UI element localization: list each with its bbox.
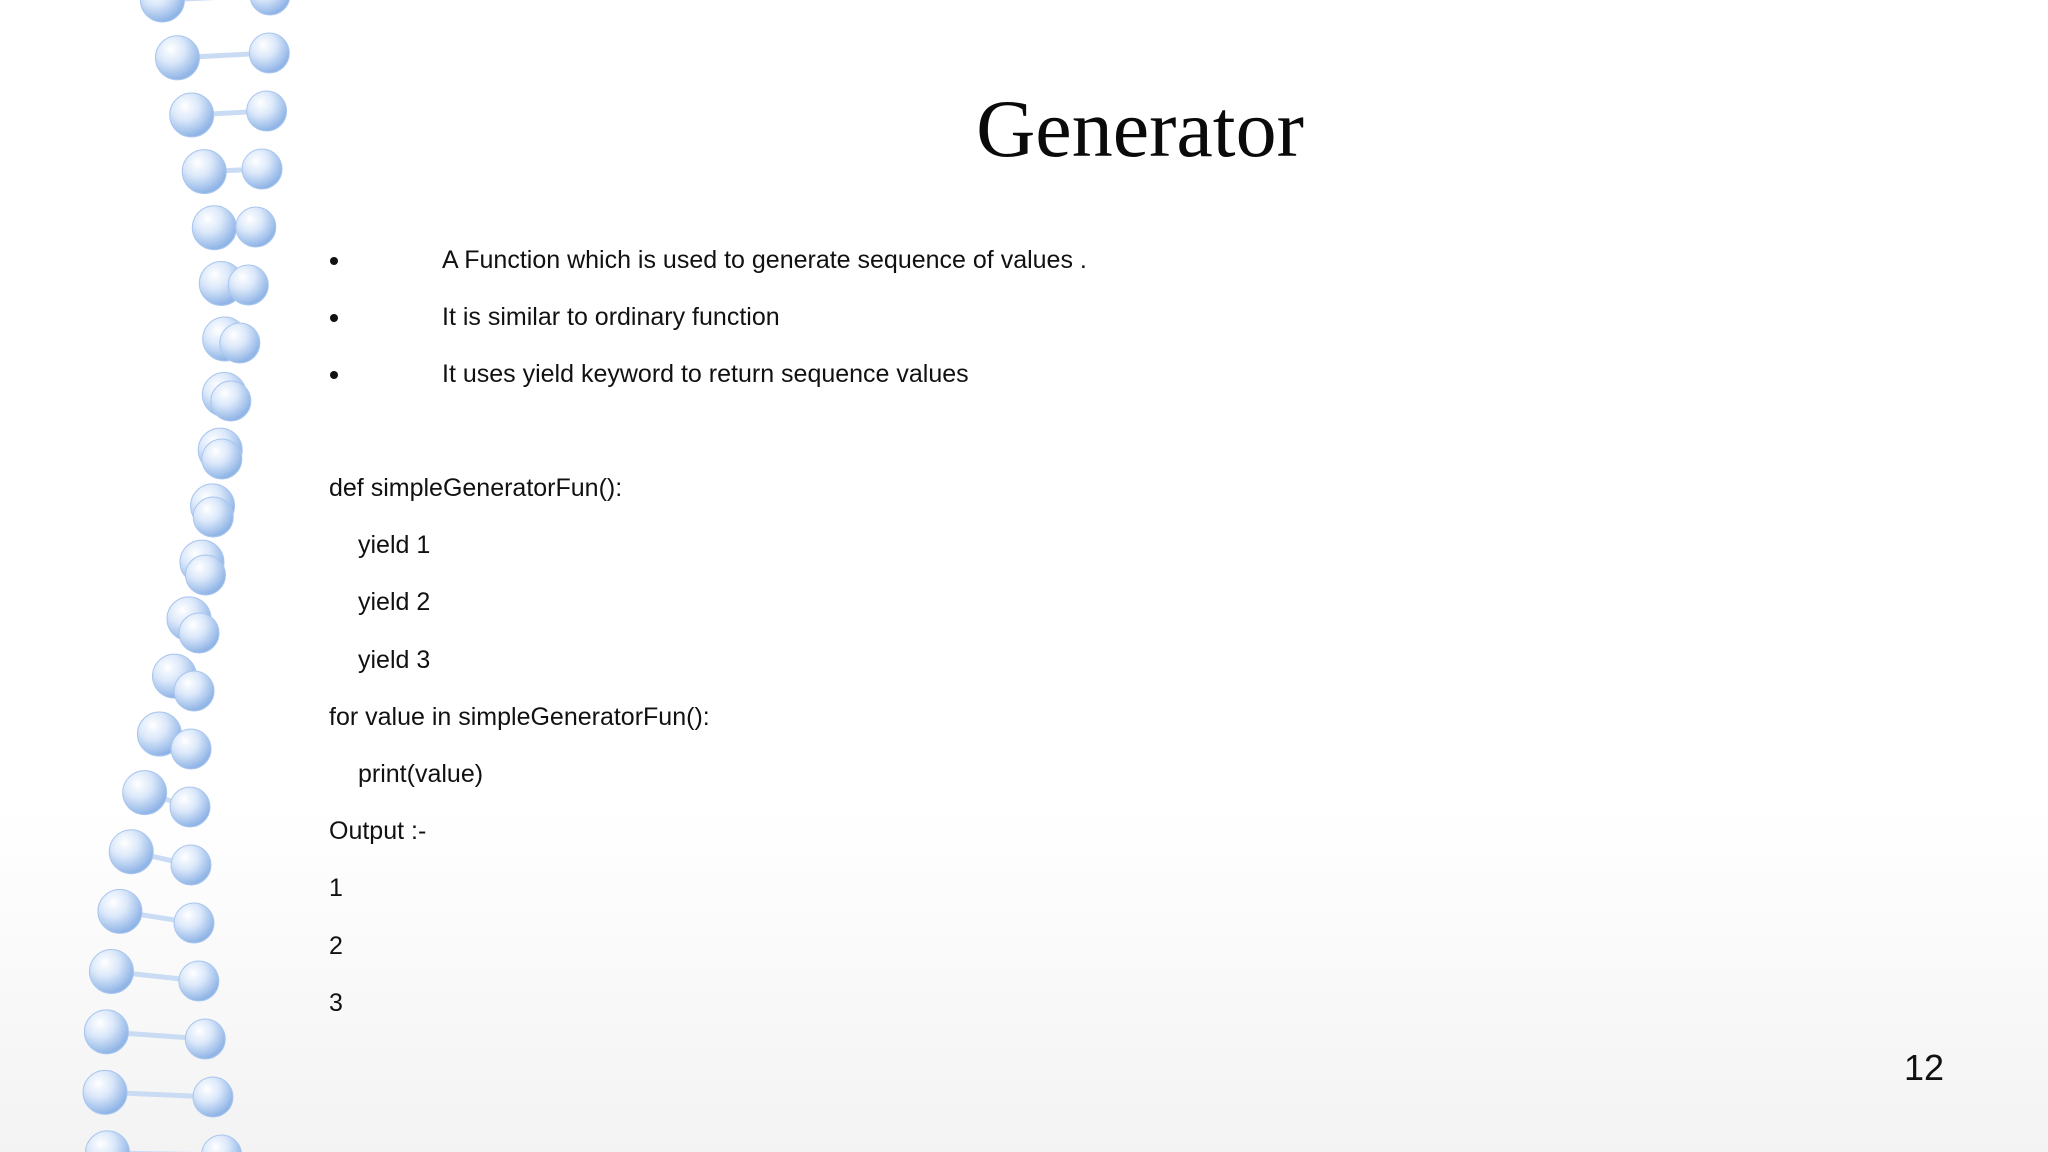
dna-sphere <box>140 0 184 22</box>
dna-sphere <box>247 91 287 131</box>
dna-sphere <box>228 265 268 305</box>
output-value: 1 <box>329 874 343 903</box>
dna-sphere <box>109 830 153 874</box>
dna-sphere <box>192 206 236 250</box>
dna-sphere <box>179 613 219 653</box>
bullet-text: It is similar to ordinary function <box>442 303 780 332</box>
bullet-text: It uses yield keyword to return sequence values <box>442 360 969 389</box>
dna-sphere <box>179 961 219 1001</box>
code-line: print(value) <box>358 759 484 788</box>
bullet-dot-icon <box>330 257 338 265</box>
bullet-text: A Function which is used to generate sequence of values . <box>442 246 1087 274</box>
code-line: yield 1 <box>358 531 431 560</box>
dna-sphere <box>170 93 214 137</box>
dna-sphere <box>236 207 276 247</box>
dna-sphere <box>242 149 282 189</box>
dna-sphere <box>89 949 133 993</box>
dna-sphere <box>85 1131 129 1152</box>
code-block <box>329 470 710 1042</box>
dna-sphere <box>182 150 226 194</box>
dna-sphere <box>98 889 142 933</box>
dna-sphere <box>202 439 242 479</box>
dna-sphere <box>170 787 210 827</box>
dna-sphere <box>250 0 290 15</box>
dna-sphere <box>211 381 251 421</box>
dna-helix-illustration <box>0 0 340 1152</box>
dna-sphere <box>171 729 211 769</box>
dna-sphere <box>83 1070 127 1114</box>
dna-sphere <box>220 323 260 363</box>
dna-sphere <box>249 33 289 73</box>
dna-sphere <box>193 1077 233 1117</box>
dna-sphere <box>174 671 214 711</box>
dna-sphere <box>174 903 214 943</box>
page-number: 12 <box>1903 1047 1944 1088</box>
output-value: 3 <box>329 988 343 1017</box>
output-label: Output :- <box>329 817 427 846</box>
dna-sphere <box>84 1010 128 1054</box>
dna-sphere <box>202 1135 242 1152</box>
dna-sphere <box>171 845 211 885</box>
dna-sphere <box>185 555 225 595</box>
output-value: 2 <box>329 931 343 960</box>
dna-sphere <box>193 497 233 537</box>
dna-sphere <box>155 36 199 80</box>
code-line: def simpleGeneratorFun(): <box>329 474 623 502</box>
code-line: yield 2 <box>358 588 431 617</box>
slide-title: Generator <box>976 83 1304 174</box>
dna-sphere <box>123 771 167 815</box>
dna-sphere <box>185 1019 225 1059</box>
code-line: for value in simpleGeneratorFun(): <box>329 702 710 731</box>
code-line: yield 3 <box>358 645 431 674</box>
